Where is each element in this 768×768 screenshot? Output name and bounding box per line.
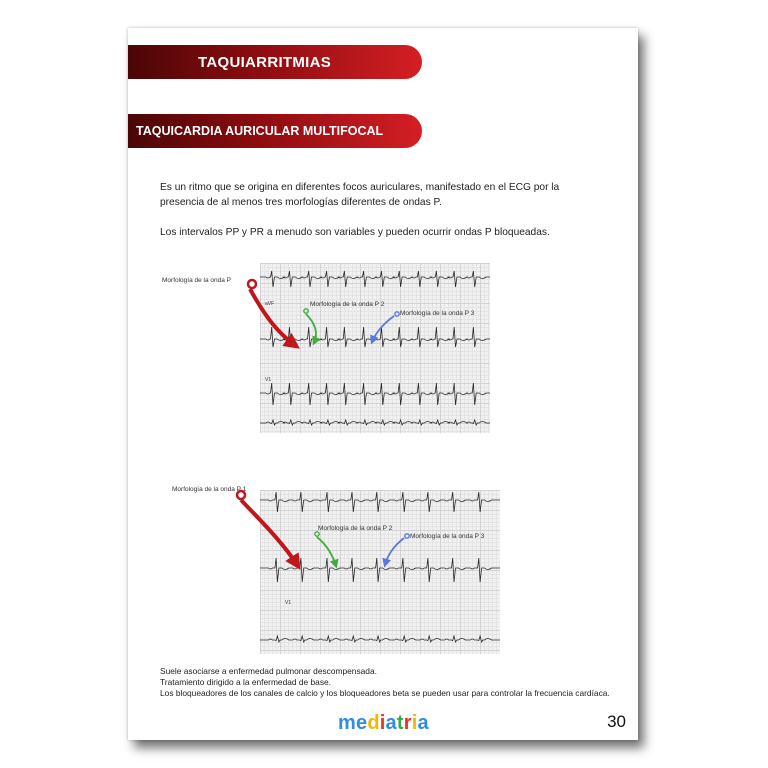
ecg-lead-trace: [260, 558, 500, 582]
section-title: TAQUIARRITMIAS: [198, 53, 332, 71]
interval-paragraph: Los intervalos PP y PR a menudo son variables y pueden ocurrir ondas P bloqueadas.: [160, 227, 550, 238]
logo-letter: a: [417, 712, 429, 734]
intro-paragraph: Es un ritmo que se origina en diferentes focos auriculares, manifestado en el ECG por la presencia de al menos tres morfologías diferentes de ondas P.: [160, 182, 560, 208]
logo-letter: t: [396, 712, 404, 734]
note-item: Suele asociarse a enfermedad pulmonar descompensada.: [160, 666, 377, 676]
page-number: 30: [607, 712, 626, 731]
ecg-trace-2: [260, 490, 500, 654]
ecg-lead-trace: [260, 383, 490, 405]
logo-letter: i: [379, 712, 386, 734]
ecg-trace-1: [260, 263, 490, 433]
logo-letter: m: [338, 712, 356, 734]
logo-letter: e: [355, 712, 368, 734]
section-title-banner: [128, 45, 422, 79]
fig2-p1-label: Morfología de la onda P 1: [172, 486, 247, 493]
subsection-title: TAQUICARDIA AURICULAR MULTIFOCAL: [136, 124, 384, 138]
fig1-p1-label: Morfología de la onda P: [162, 277, 232, 284]
fig2-p3-label: Morfología de la onda P 3: [410, 533, 485, 540]
ecg-lead-trace: [260, 492, 500, 512]
subsection-title-banner: [128, 114, 422, 148]
fig2-p2-label: Morfología de la onda P 2: [318, 525, 393, 532]
ecg-lead-trace: [260, 636, 500, 642]
note-item: Tratamiento dirigido a la enfermedad de base.: [160, 677, 332, 687]
ecg-lead-trace: [260, 271, 490, 287]
ecg2-lead-a-label: V1: [285, 600, 292, 606]
mediatria-logo: [338, 712, 429, 735]
ecg-lead-trace: [260, 420, 490, 425]
ecg-lead-trace: [260, 327, 490, 347]
logo-letter: r: [403, 712, 412, 734]
clinical-notes: [160, 666, 610, 699]
fig1-p3-label: Morfología de la onda P 3: [400, 310, 475, 317]
logo-letter: a: [385, 712, 397, 734]
document-page: [128, 28, 638, 740]
note-item: Los bloqueadores de los canales de calcio y los bloqueadores beta se pueden usar para controlar la frecuencia cardíaca.: [160, 688, 610, 698]
logo-letter: d: [367, 712, 380, 734]
ecg1-lead-b-label: V1: [265, 377, 272, 383]
logo-letter: i: [411, 712, 418, 734]
ecg-figure-1: [260, 263, 490, 433]
fig1-p2-label: Morfología de la onda P 2: [310, 301, 385, 308]
ecg-figure-2: [260, 490, 500, 654]
ecg1-lead-a-label: aVF: [265, 301, 275, 307]
